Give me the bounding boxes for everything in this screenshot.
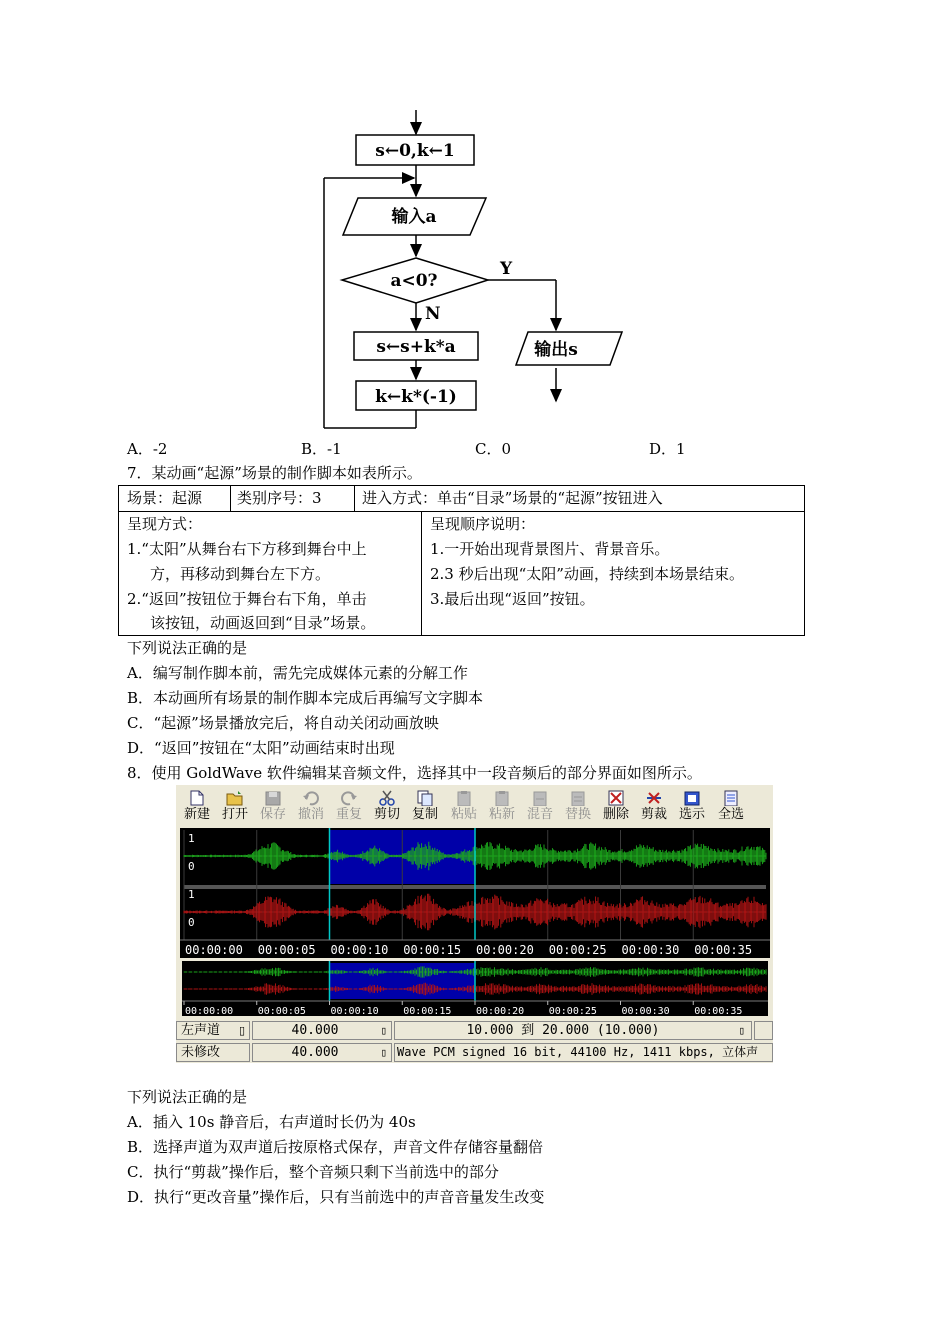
toolbar-button-11[interactable] xyxy=(560,788,596,824)
modified-label: 未修改 xyxy=(176,1043,250,1062)
overview-waveform[interactable] xyxy=(182,961,768,1016)
save-disk-icon xyxy=(264,790,282,806)
overview-tick-label: 00:00:20 xyxy=(476,1006,525,1016)
length-readout: 40.000 ▯ xyxy=(252,1021,392,1040)
time-tick-label: 00:00:00 xyxy=(185,943,243,957)
toolbar-button-label: 保存 xyxy=(259,807,286,822)
new-file-icon xyxy=(188,790,206,806)
show-selection-icon xyxy=(683,790,701,806)
status-bar xyxy=(176,1019,773,1063)
toolbar-button-9[interactable] xyxy=(484,788,520,824)
goldwave-toolbar xyxy=(176,785,773,827)
toolbar-button-12[interactable] xyxy=(598,788,634,824)
toolbar-button-label: 混音 xyxy=(526,807,553,822)
flowchart xyxy=(310,108,650,433)
time-tick-label: 00:00:15 xyxy=(403,943,462,957)
toolbar-button-13[interactable] xyxy=(636,788,672,824)
toolbar-button-4[interactable] xyxy=(293,788,329,824)
format-readout: Wave PCM signed 16 bit, 44100 Hz, 1411 kbps, 立体声 xyxy=(394,1043,773,1062)
q8-stem: 8．使用 GoldWave 软件编辑某音频文件，选择其中一段音频后的部分界面如图所示。 xyxy=(127,764,702,782)
overview-tick-label: 00:00:35 xyxy=(694,1006,743,1016)
time-tick-label: 00:00:20 xyxy=(476,943,534,957)
toolbar-button-2[interactable] xyxy=(217,788,253,824)
script-table xyxy=(118,485,805,636)
selection-readout: 10.000 到 20.000 (10.000) ▯ xyxy=(394,1021,752,1040)
waveform-view[interactable] xyxy=(180,828,770,958)
toolbar-button-6[interactable] xyxy=(369,788,405,824)
overview-tick-label: 00:00:05 xyxy=(257,1006,306,1016)
channel-label[interactable]: 左声道 ▯ xyxy=(176,1021,250,1040)
channel-scale-top: 1 xyxy=(188,888,195,901)
overview-tick-label: 00:00:00 xyxy=(185,1006,234,1016)
toolbar-button-8[interactable] xyxy=(446,788,482,824)
toolbar-button-label: 粘新 xyxy=(488,807,515,822)
update-k-text: k←k*(-1) xyxy=(375,387,457,407)
select-all-icon xyxy=(722,790,740,806)
table-order-line: 3.最后出现“返回”按钮。 xyxy=(430,590,595,608)
toolbar-button-15[interactable] xyxy=(713,788,749,824)
toolbar-button-label: 复制 xyxy=(411,807,438,822)
q7-prompt: 下列说法正确的是 xyxy=(127,639,248,657)
toolbar-button-label: 剪裁 xyxy=(640,807,667,822)
paste-icon xyxy=(455,790,473,806)
toolbar-button-label: 剪切 xyxy=(373,807,400,822)
q8-option-d: D．执行“更改音量”操作后，只有当前选中的声音音量发生改变 xyxy=(127,1188,545,1206)
table-presentation-title: 呈现方式： xyxy=(127,515,203,533)
copy-icon xyxy=(416,790,434,806)
goldwave-window xyxy=(176,785,773,1063)
q6-option-a: A．-2 xyxy=(127,440,168,458)
time-tick-label: 00:00:05 xyxy=(257,943,316,957)
table-presentation-line: 1.“太阳”从舞台右下方移到舞台中上 xyxy=(127,540,367,558)
q7-option-a: A．编写制作脚本前，需先完成媒体元素的分解工作 xyxy=(127,664,468,682)
mix-icon xyxy=(531,790,549,806)
q7-stem: 7．某动画“起源”场景的制作脚本如表所示。 xyxy=(127,464,422,482)
toolbar-button-label: 打开 xyxy=(221,807,248,822)
toolbar-button-label: 替换 xyxy=(564,807,591,822)
toolbar-button-3[interactable] xyxy=(255,788,291,824)
toolbar-button-1[interactable] xyxy=(179,788,215,824)
table-presentation-line: 2.“返回”按钮位于舞台右下角，单击 xyxy=(127,590,367,608)
overview-selection xyxy=(330,963,476,999)
q7-option-c: C．“起源”场景播放完后，将自动关闭动画放映 xyxy=(127,714,439,732)
table-order-line: 1.一开始出现背景图片、背景音乐。 xyxy=(430,540,670,558)
channel-scale-top: 1 xyxy=(188,832,195,845)
q8-option-c: C．执行“剪裁”操作后，整个音频只剩下当前选中的部分 xyxy=(127,1163,499,1181)
toolbar-button-7[interactable] xyxy=(407,788,443,824)
trim-icon xyxy=(645,790,663,806)
q7-option-b: B．本动画所有场景的制作脚本完成后再编写文字脚本 xyxy=(127,689,484,707)
table-presentation-line: 方，再移动到舞台左下方。 xyxy=(150,565,331,583)
q8-option-b: B．选择声道为双声道后按原格式保存，声音文件存储容量翻倍 xyxy=(127,1138,544,1156)
q7-option-d: D．“返回”按钮在“太阳”动画结束时出现 xyxy=(127,739,395,757)
toolbar-button-label: 选示 xyxy=(678,807,705,822)
toolbar-button-label: 新建 xyxy=(183,807,210,822)
q8-option-a: A．插入 10s 静音后，右声道时长仍为 40s xyxy=(127,1113,416,1131)
length-readout-2: 40.000 ▯ xyxy=(252,1043,392,1062)
yes-label: Y xyxy=(500,259,513,279)
update-s-text: s←s+k*a xyxy=(376,337,456,357)
time-tick-label: 00:00:35 xyxy=(694,943,753,957)
paste-new-icon xyxy=(493,790,511,806)
channel-scale-bottom: 0 xyxy=(188,860,195,873)
overview-tick-label: 00:00:25 xyxy=(548,1006,597,1016)
overview-tick-label: 00:00:15 xyxy=(403,1006,452,1016)
delete-icon xyxy=(607,790,625,806)
time-tick-label: 00:00:30 xyxy=(621,943,680,957)
init-text: s←0,k←1 xyxy=(375,141,455,161)
table-presentation-line: 该按钮，动画返回到“目录”场景。 xyxy=(150,614,376,632)
time-tick-label: 00:00:25 xyxy=(548,943,607,957)
overview-tick-label: 00:00:30 xyxy=(621,1006,670,1016)
input-text: 输入a xyxy=(391,207,437,227)
scissors-icon xyxy=(378,790,396,806)
toolbar-button-label: 重复 xyxy=(335,807,362,822)
table-category: 类别序号：3 xyxy=(237,489,322,507)
toolbar-button-label: 全选 xyxy=(717,807,744,822)
undo-icon xyxy=(302,790,320,806)
q8-prompt: 下列说法正确的是 xyxy=(127,1088,248,1106)
overview-tick-label: 00:00:10 xyxy=(330,1006,379,1016)
redo-icon xyxy=(340,790,358,806)
open-folder-icon xyxy=(226,790,244,806)
toolbar-button-5[interactable] xyxy=(331,788,367,824)
q6-option-b: B．-1 xyxy=(301,440,342,458)
q6-option-c: C．0 xyxy=(475,440,512,458)
table-order-line: 2.3 秒后出现“太阳”动画，持续到本场景结束。 xyxy=(430,565,744,583)
status-extra-cell xyxy=(754,1021,773,1040)
time-tick-label: 00:00:10 xyxy=(330,943,389,957)
table-entry: 进入方式：单击“目录”场景的“起源”按钮进入 xyxy=(362,489,663,507)
q6-option-d: D．1 xyxy=(649,440,686,458)
toolbar-button-label: 撤消 xyxy=(297,807,324,822)
toolbar-button-14[interactable] xyxy=(674,788,710,824)
table-scene: 场景：起源 xyxy=(127,489,203,507)
channel-scale-bottom: 0 xyxy=(188,916,195,929)
replace-icon xyxy=(569,790,587,806)
table-order-title: 呈现顺序说明： xyxy=(430,515,536,533)
toolbar-button-10[interactable] xyxy=(522,788,558,824)
no-label: N xyxy=(425,304,441,324)
output-text: 输出s xyxy=(534,340,578,360)
condition-text: a<0? xyxy=(390,271,438,291)
toolbar-button-label: 删除 xyxy=(602,807,629,822)
toolbar-button-label: 粘贴 xyxy=(450,807,477,822)
